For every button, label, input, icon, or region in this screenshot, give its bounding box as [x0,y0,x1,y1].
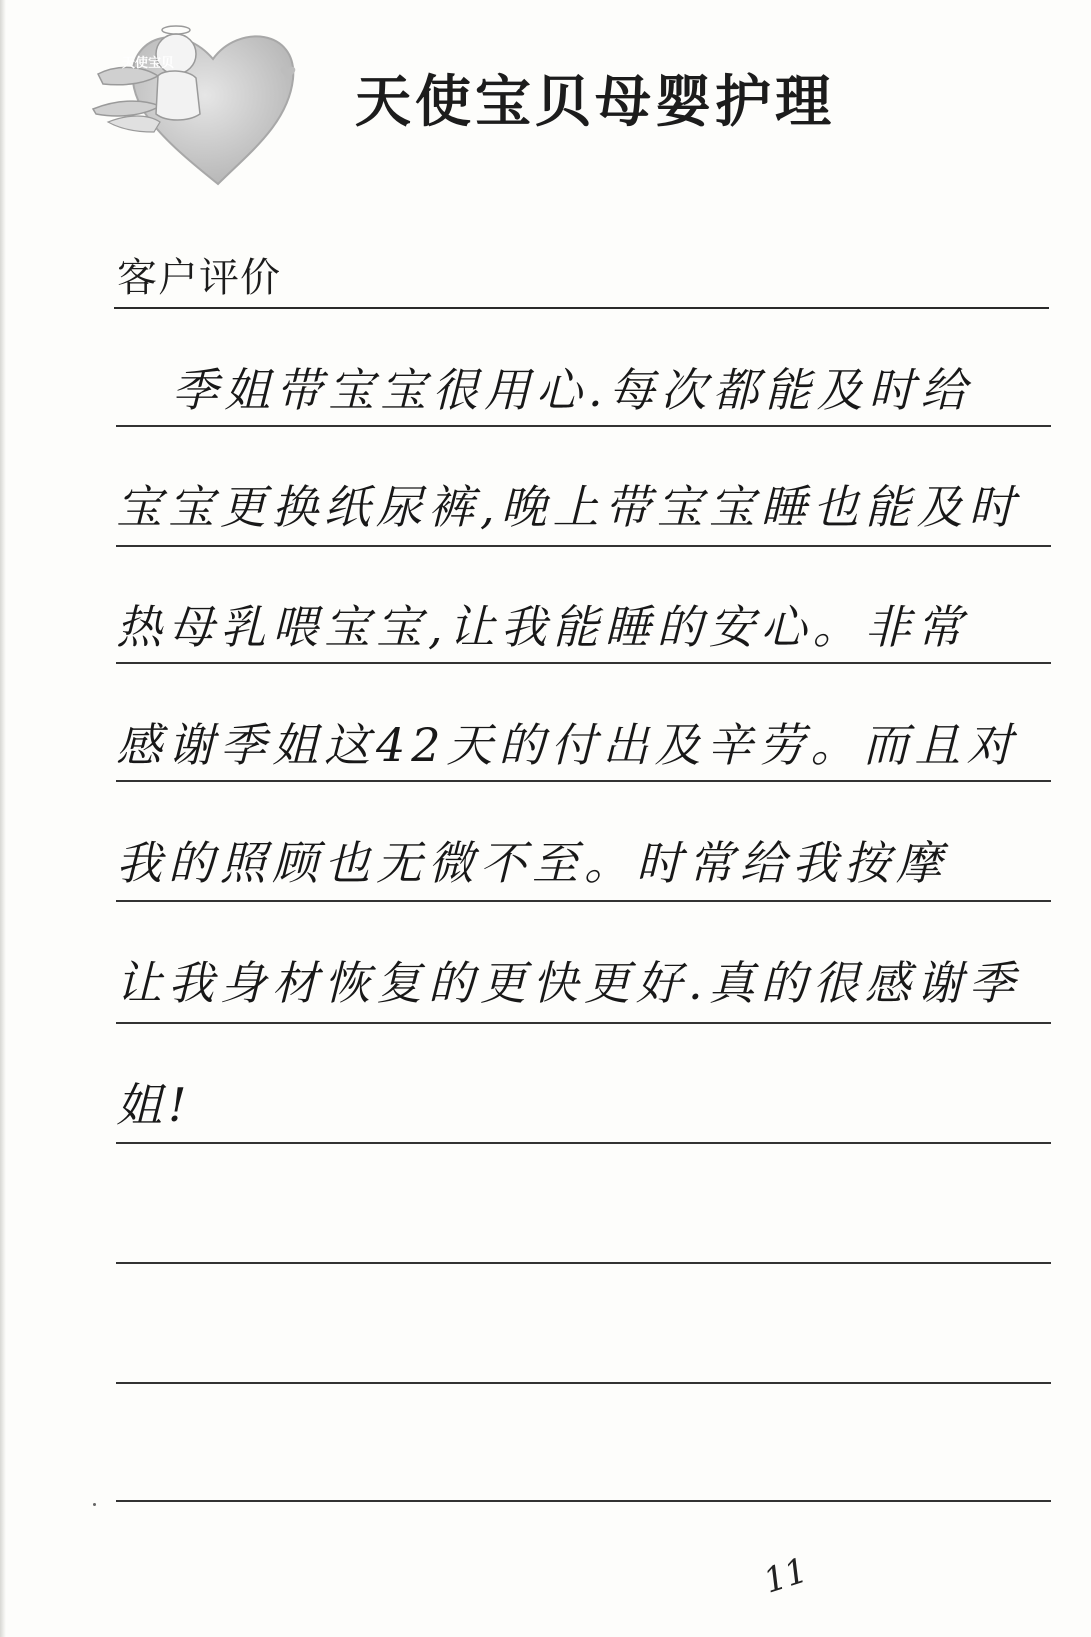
handwriting-line: 热母乳喂宝宝,让我能睡的安心。非常 [116,600,969,654]
page-edge-shadow [0,0,6,1637]
handwriting-line: 让我身材恢复的更快更好.真的很感谢季 [116,956,1021,1010]
ruled-line [116,1262,1051,1264]
ruled-line [116,545,1051,547]
section-title: 客户评价 [117,255,281,301]
ruled-line [116,662,1051,664]
angel-heart-logo [88,14,318,194]
handwriting-line: 姐! [116,1078,193,1132]
handwriting-line: 感谢季姐这42天的付出及辛劳。而且对 [116,718,1019,772]
handwriting-line: 我的照顾也无微不至。时常给我按摩 [116,836,948,890]
section-divider [114,307,1049,309]
ruled-line [116,900,1051,902]
page-number-mark: 11 [758,1550,813,1602]
logo-text: 天使宝贝 [122,56,175,71]
ruled-line [116,425,1051,427]
scan-speck [93,1503,96,1506]
handwriting-line: 季姐带宝宝很用心.每次都能及时给 [172,363,973,417]
ruled-line [116,1500,1051,1502]
ruled-line [116,1382,1051,1384]
ruled-line [116,1142,1051,1144]
handwriting-line: 宝宝更换纸尿裤,晚上带宝宝睡也能及时 [116,480,1021,534]
ruled-line [116,1022,1051,1024]
brand-title: 天使宝贝母婴护理 [355,70,835,135]
ruled-line [116,780,1051,782]
